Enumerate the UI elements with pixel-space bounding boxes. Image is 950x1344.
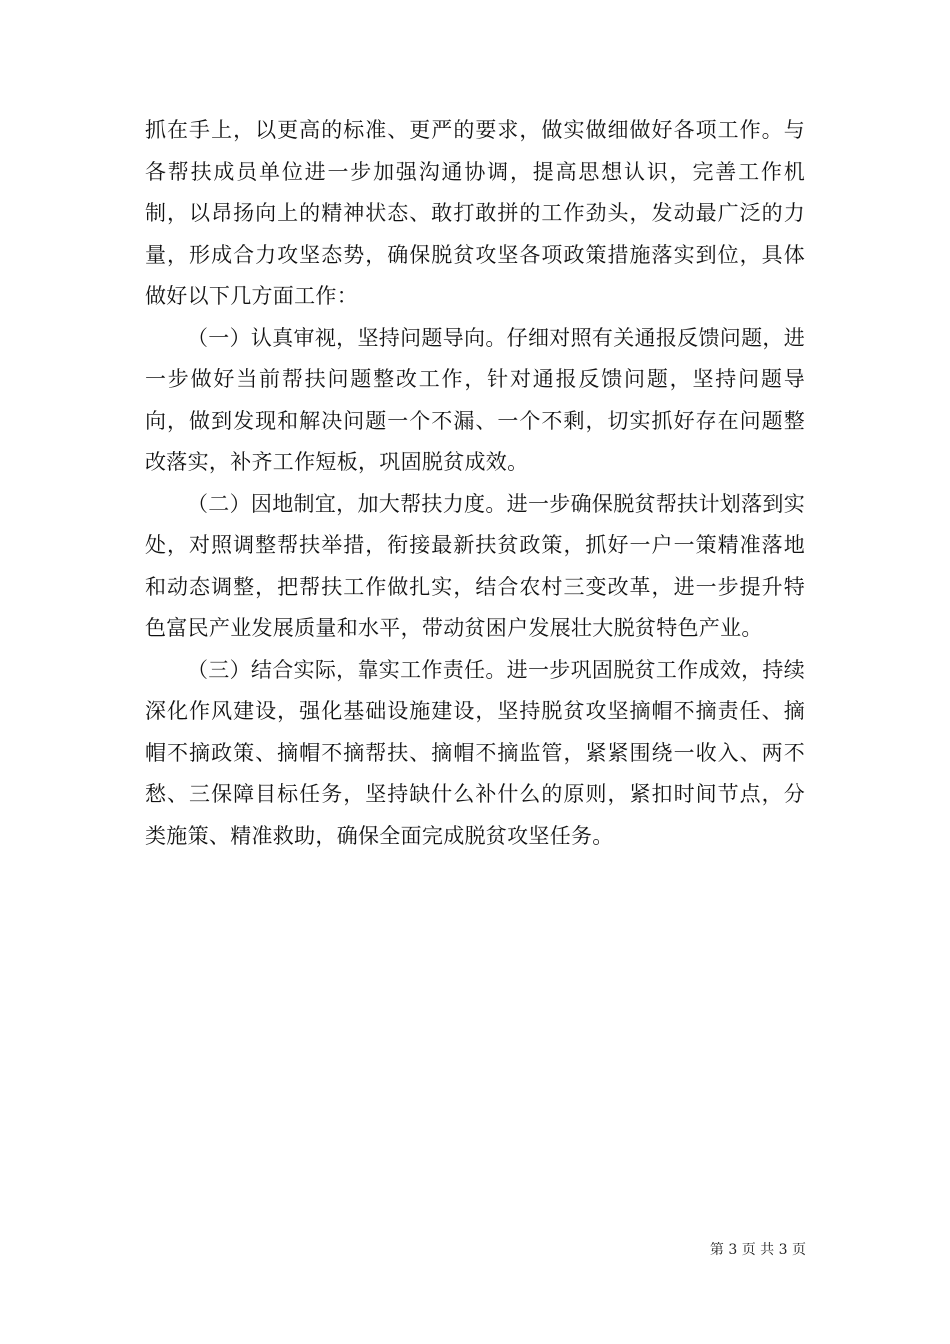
paragraph-section-3: （三）结合实际，靠实工作责任。进一步巩固脱贫工作成效，持续深化作风建设，强化基础设施建设，坚持脱贫攻坚摘帽不摘责任、摘帽不摘政策、摘帽不摘帮扶、摘帽不摘监管，紧紧围绕一收入、两不愁、三保障目标任务，坚持缺什么补什么的原则，紧扣时间节点，分类施策、精准救助，确保全面完成脱贫攻坚任务。 xyxy=(145,657,805,848)
paragraph-section-1: （一）认真审视，坚持问题导向。仔细对照有关通报反馈问题，进一步做好当前帮扶问题整改工作，针对通报反馈问题，坚持问题导向，做到发现和解决问题一个不漏、一个不剩，切实抓好存在问题整改落实，补齐工作短板，巩固脱贫成效。 xyxy=(145,325,805,474)
paragraph-section-2: （二）因地制宜，加大帮扶力度。进一步确保脱贫帮扶计划落到实处，对照调整帮扶举措，衔接最新扶贫政策，抓好一户一策精准落地和动态调整，把帮扶工作做扎实，结合农村三变改革，进一步提升特色富民产业发展质量和水平，带动贫困户发展壮大脱贫特色产业。 xyxy=(145,491,805,640)
page-number-footer: 第 3 页 共 3 页 xyxy=(709,1242,806,1258)
paragraph-continuation: 抓在手上，以更高的标准、更严的要求，做实做细做好各项工作。与各帮扶成员单位进一步加强沟通协调，提高思想认识，完善工作机制，以昂扬向上的精神状态、敢打敢拼的工作劲头，发动最广泛的力量，形成合力攻坚态势，确保脱贫攻坚各项政策措施落实到位，具体做好以下几方面工作： xyxy=(145,118,805,308)
document-body xyxy=(145,110,805,857)
